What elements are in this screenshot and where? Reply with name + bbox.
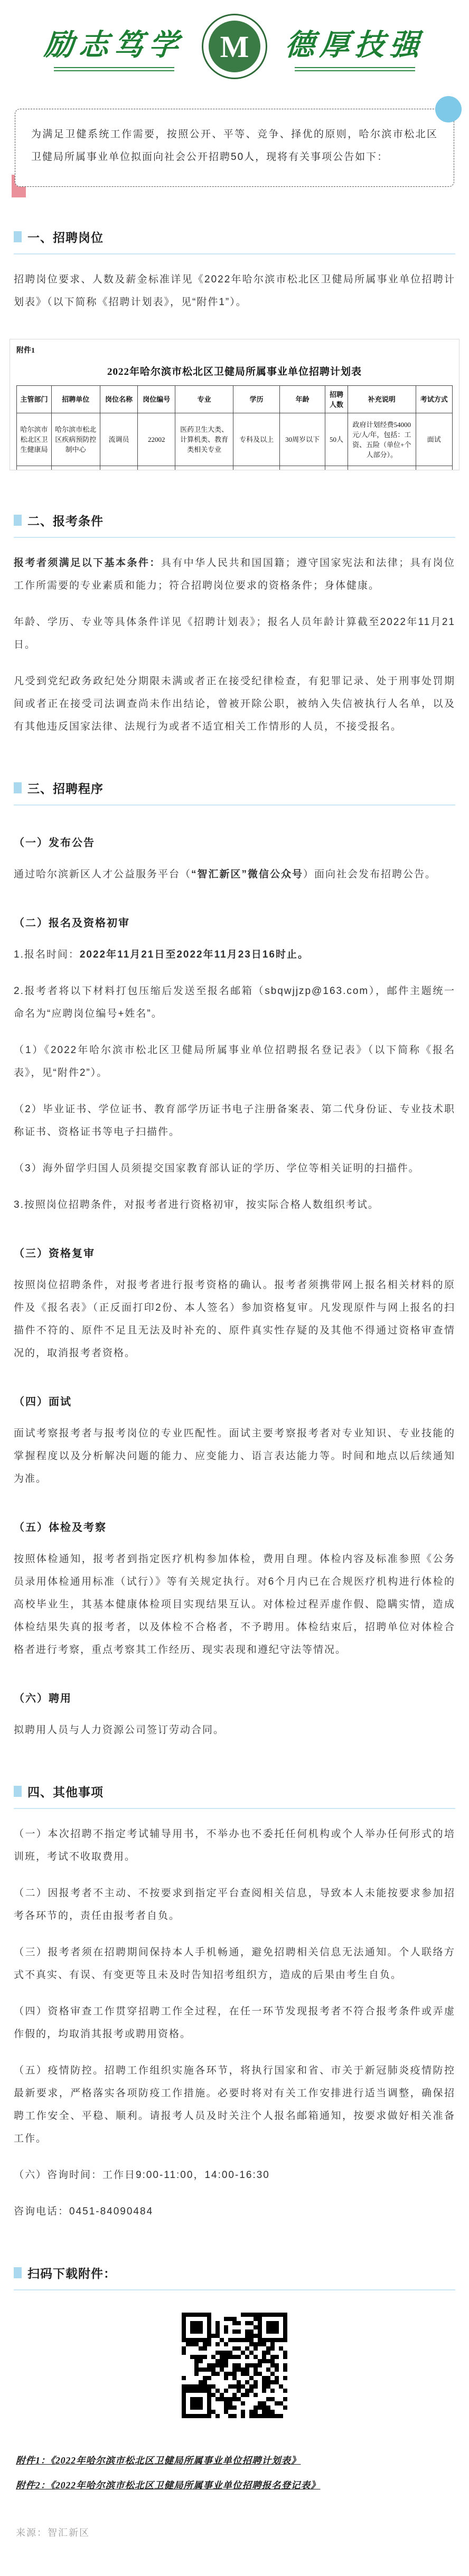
cell-unit: 哈尔滨市松北区疾病预防控制中心: [52, 413, 100, 466]
registration-email-item: 2.报考者将以下材料打包压缩后发送至报名邮箱（sbqwjjzp@163.com），邮件主题统一命名为“应聘岗位编号+姓名”。: [14, 985, 455, 1019]
cell-post: 流调员: [100, 413, 138, 466]
banner-left-motto: [44, 22, 184, 71]
section4-title: 四、其他事项: [27, 1785, 104, 1799]
section2-paragraph1: 报考者须满足以下基本条件：具有中华人民共和国国籍；遵守国家宪法和法律；具有岗位工作所需要的专业素质和能力；符合招聘岗位要求的资格条件；身体健康。: [14, 557, 455, 591]
plan-table: [16, 385, 453, 470]
sub-interview-title: （四）面试: [14, 1396, 72, 1408]
section-underline: [14, 804, 455, 806]
section-bullet-icon: [14, 515, 22, 526]
sub-announcement-paragraph: 通过哈尔滨新区人才公益服务平台（“智汇新区”微信公众号）面向社会发布招聘公告。: [14, 868, 437, 880]
preliminary-review-item: 3.按照岗位招聘条件，对报考者进行资格初审，按实际合格人数组织考试。: [14, 1199, 379, 1210]
other-item-1: （一）本次招聘不指定考试辅导用书，不举办也不委托任何机构或个人举办任何形式的培训班，考试不收取费用。: [14, 1828, 455, 1862]
col-header: 年龄: [280, 386, 325, 413]
cell-education: 专科及以上: [233, 413, 279, 466]
section-procedure: [14, 779, 455, 806]
section2-title: 二、报考条件: [27, 514, 104, 528]
other-item-4: （四）资格审查工作贯穿招聘工作全过程，在任一环节发现报考者不符合报考条件或弄虚作假的，均取消其报考或聘用资格。: [14, 2005, 455, 2040]
wechat-account-name: “智汇新区”微信公众号: [191, 868, 304, 880]
plan-table-cropped-row: [17, 466, 453, 470]
col-header: 招聘单位: [52, 386, 100, 413]
col-header: 招聘人数: [325, 386, 348, 413]
college-logo-letter: M: [209, 21, 260, 72]
section1-title: 一、招聘岗位: [27, 231, 104, 244]
col-header: 岗位编号: [138, 386, 175, 413]
registration-deadline: 2022年11月21日至2022年11月23日16时止。: [79, 949, 309, 960]
banner: [0, 0, 469, 90]
attachment2-link[interactable]: 附件2：《2022年哈尔滨市松北区卫健局所属事业单位招聘报名登记表》: [16, 2479, 321, 2490]
cell-dept: 哈尔滨市松北区卫生健康局: [17, 413, 52, 466]
section-bullet-icon: [14, 2267, 22, 2278]
banner-right-motto: [285, 22, 425, 71]
consult-phone: 咨询电话：0451-84090484: [14, 2205, 154, 2217]
employment-paragraph: 拟聘用人员与人力资源公司签订劳动合同。: [14, 1724, 225, 1736]
section-bullet-icon: [14, 782, 22, 793]
physical-paragraph: 按照体检通知，报考者到指定医疗机构参加体检，费用自理。体检内容及标准参照《公务员录用体检通用标准（试行）》等有关规定执行。对6个月内已在合规医疗机构进行体检的高校毕业生，其基本健康体检项目实现结果互认。对体检过程弄虚作假、隐瞒实情，造成体检结果失真的报考者，以及体检不合格者，不予聘用。体检结束后，招聘单位对体检合格者进行考察，重点考察其工作经历、现实表现和遵纪守法等情况。: [14, 1553, 455, 1655]
sub-announcement-title: （一）发布公告: [14, 837, 95, 849]
attachment1-plan-image: [10, 339, 459, 470]
qr-code: [0, 2304, 469, 2429]
intro-box: [15, 109, 454, 187]
sub-physical-title: （五）体检及考察: [14, 1521, 107, 1533]
plan-table-title: 2022年哈尔滨市松北区卫健局所属事业单位招聘计划表: [107, 366, 362, 377]
material-item-3: （3）海外留学归国人员须提交国家教育部认证的学历、学位等相关证明的扫描件。: [14, 1162, 420, 1174]
intro-text: 为满足卫健系统工作需要，按照公开、平等、竞争、择优的原则，哈尔滨市松北区卫健局所属事业单位拟面向社会公开招聘50人，现将有关事项公告如下：: [31, 129, 438, 163]
material-item-1: （1）《2022年哈尔滨市松北区卫健局所属事业单位招聘报名登记表》（以下简称《报名表》，见“附件2”）。: [14, 1044, 455, 1078]
section2-paragraph2: 年龄、学历、专业等具体条件详见《招聘计划表》；报名人员年龄计算截至2022年11月21日。: [14, 616, 455, 650]
section-underline: [14, 2289, 455, 2290]
motto-underline-right: [295, 67, 415, 71]
cell-post-code: 22002: [138, 413, 175, 466]
cell-age: 30周岁以下: [280, 413, 325, 466]
cell-exam-type: 面试: [416, 413, 452, 466]
attachment1-label: 附件1: [16, 347, 35, 355]
attachment1-link[interactable]: 附件1：《2022年哈尔滨市松北区卫健局所属事业单位招聘计划表》: [16, 2455, 301, 2466]
decor-blue-circle: [435, 96, 462, 122]
intro-section: [15, 109, 454, 187]
basic-conditions-lead: 报考者须满足以下基本条件：: [14, 557, 161, 569]
motto-text-left: 励志笃学: [43, 29, 185, 62]
college-logo: [202, 14, 267, 79]
section1-paragraph: 招聘岗位要求、人数及薪金标准详见《2022年哈尔滨市松北区卫健局所属事业单位招聘计划表》（以下简称《招聘计划表》，见“附件1”）。: [14, 274, 455, 308]
sub-employment-title: （六）聘用: [14, 1692, 72, 1704]
sub-requalification-title: （三）资格复审: [14, 1247, 95, 1259]
qr-section-title: 扫码下载附件：: [27, 2266, 116, 2280]
motto-underline-left: [54, 67, 174, 71]
col-header: 考试方式: [416, 386, 452, 413]
plan-table-header-row: [17, 386, 453, 413]
section-bullet-icon: [14, 1786, 22, 1797]
col-header: 主管部门: [17, 386, 52, 413]
col-header: 补充说明: [348, 386, 416, 413]
section-qr-download: [14, 2264, 455, 2290]
section-apply-conditions: [14, 512, 455, 538]
section-underline: [14, 253, 455, 254]
cell-headcount: 50人: [325, 413, 348, 466]
consult-time: （六）咨询时间：工作日9:00-11:00，14:00-16:30: [14, 2169, 270, 2181]
section-bullet-icon: [14, 231, 22, 242]
other-item-3: （三）报考者须在招聘期间保持本人手机畅通，避免招聘相关信息无法通知。个人联络方式不真实、有误、有变更等且未及时告知招考组织方，造成的后果由考生自负。: [14, 1946, 455, 1981]
section2-paragraph3: 凡受到党纪政务政纪处分期限未满或者正在接受纪律检查，有犯罪记录、处于刑事处罚期间或者正在接受司法调查尚未作出结论，曾被开除公职，被纳入失信被执行人名单，以及有其他违反国家法律、法规行为或者不适宜相关工作情形的人员，不接受报名。: [14, 675, 455, 732]
section-recruit-posts: [14, 228, 455, 254]
motto-text-right: 德厚技强: [284, 29, 426, 62]
plan-table-data-row: [17, 413, 453, 466]
sub-registration-title: （二）报名及资格初审: [14, 917, 130, 929]
qr-code-image: [173, 2304, 296, 2427]
section-underline: [14, 537, 455, 538]
section3-title: 三、招聘程序: [27, 781, 104, 795]
source-text: 来源：智汇新区: [16, 2527, 90, 2538]
cell-notes: 政府计划经费54000元/人/年，包括：工资、五险（单位+个人部分）。: [348, 413, 416, 466]
registration-time-item: 1.报名时间：2022年11月21日至2022年11月23日16时止。: [14, 949, 309, 960]
material-item-2: （2）毕业证书、学位证书、教育部学历证书电子注册备案表、第二代身份证、专业技术职称证书、资格证书等电子扫描件。: [14, 1103, 455, 1138]
other-item-2: （二）因报考者不主动、不按要求到指定平台查阅相关信息，导致本人未能按要求参加招考各环节的，责任由报考者自负。: [14, 1887, 455, 1921]
cell-major: 医药卫生大类、计算机类、教育类相关专业: [175, 413, 233, 466]
col-header: 专业: [175, 386, 233, 413]
section-other-matters: [14, 1783, 455, 1809]
requalification-paragraph: 按照岗位招聘条件，对报考者进行报考资格的确认。报考者须携带网上报名相关材料的原件及《报名表》（正反面打印2份、本人签名）参加资格复审。凡发现原件与网上报名的扫描件不符的、原件不足且无法及时补充的、原件真实性存疑的及其他不得通过资格审查情况的，取消报考者资格。: [14, 1279, 455, 1359]
col-header: 学历: [233, 386, 279, 413]
section-underline: [14, 1808, 455, 1809]
interview-paragraph: 面试考察报考者与报考岗位的专业匹配性。面试主要考察报考者对专业知识、专业技能的掌握程度以及分析解决问题的能力、应变能力、语言表达能力等。时间和地点以后续通知为准。: [14, 1427, 455, 1484]
other-item-5: （五）疫情防控。招聘工作组织实施各环节，将执行国家和省、市关于新冠肺炎疫情防控最新要求，严格落实各项防疫工作措施。必要时将对有关工作安排进行适当调整，确保招聘工作安全、平稳、顺利。请报考人员及时关注个人报名邮箱通知，按要求做好相关准备工作。: [14, 2064, 455, 2144]
col-header: 岗位名称: [100, 386, 138, 413]
